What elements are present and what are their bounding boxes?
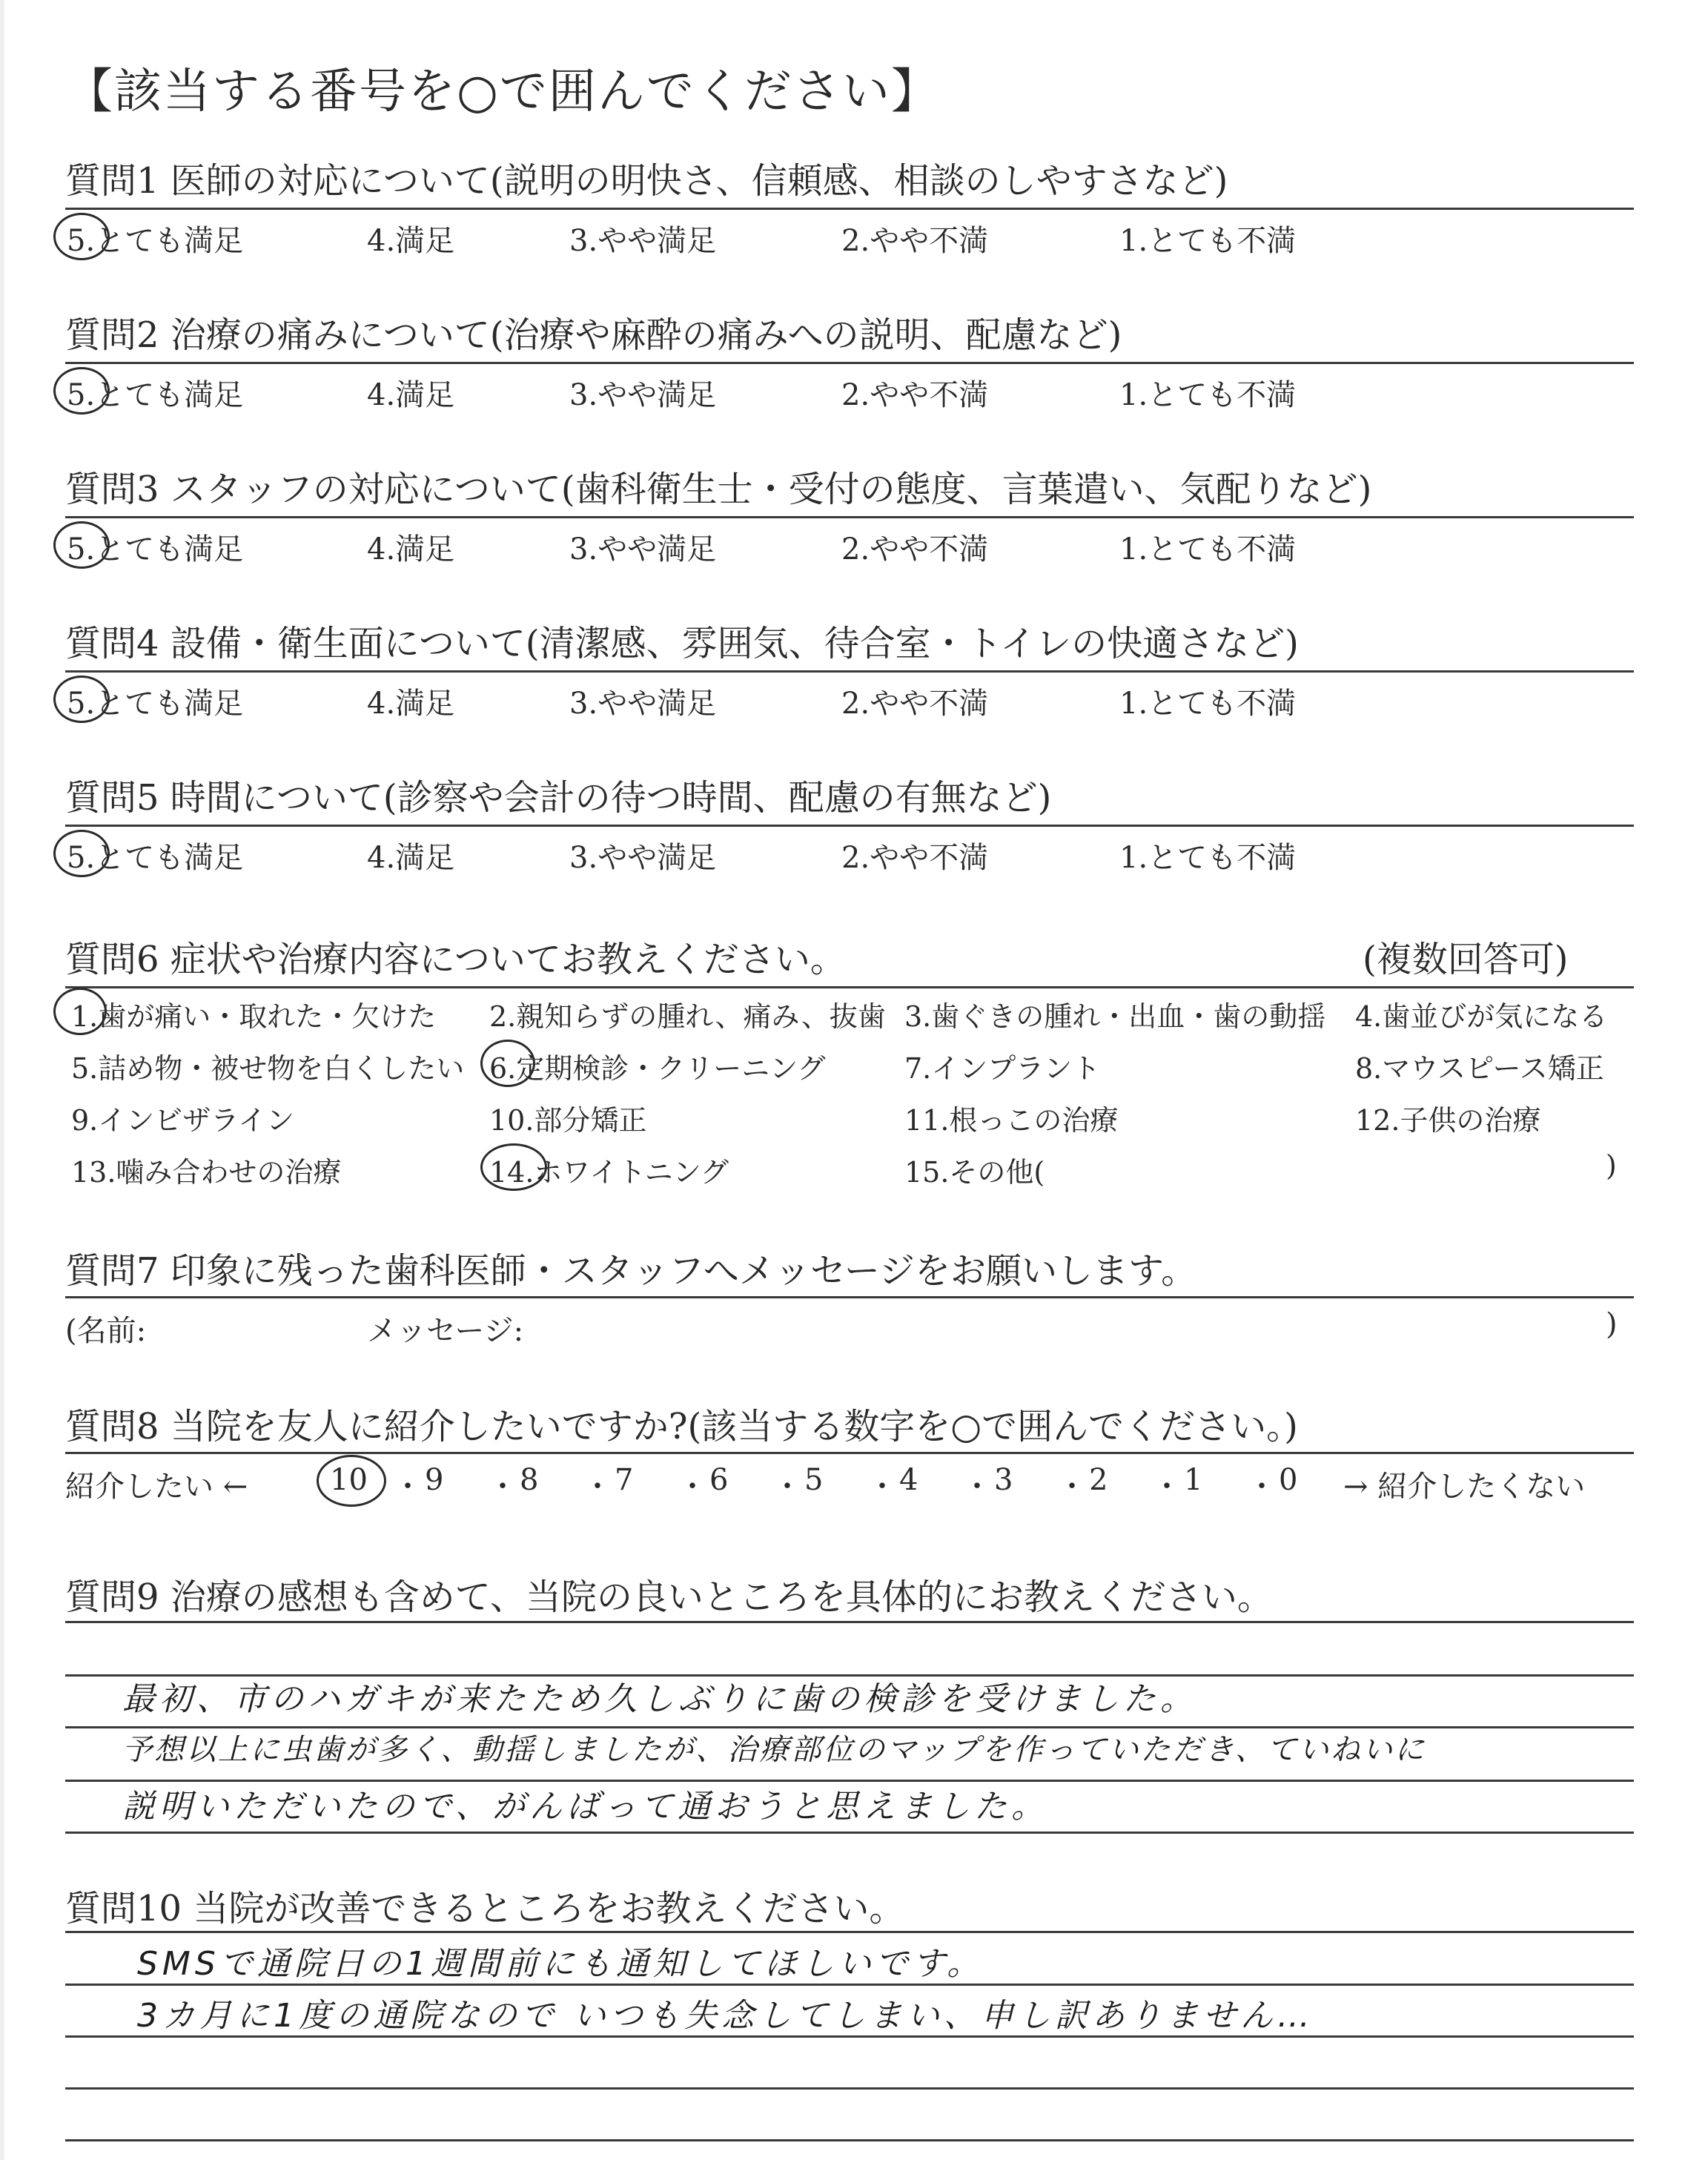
q7-title: 質問7 印象に残った歯科医師・スタッフへメッセージをお願いします。: [65, 1250, 1197, 1292]
q10-answer-line-2: 3カ月に1度の通院なので いつも失念してしまい、申し訳ありません…: [137, 1997, 1314, 2035]
q7-message-label: メッセージ:: [367, 1314, 524, 1348]
q5-title: 質問5 時間について(診察や会計の待つ時間、配慮の有無など): [65, 777, 1052, 819]
q6-option-10[interactable]: 10.部分矯正: [489, 1104, 647, 1137]
q8-scale-separator: ・: [867, 1470, 897, 1504]
q7-name-label: (名前:: [65, 1314, 147, 1348]
q1-option-4[interactable]: 4.満足: [367, 224, 455, 258]
q6-note: (複数回答可): [1363, 939, 1569, 980]
q2-option-5[interactable]: 5.とても満足: [67, 378, 244, 412]
q6-option-14[interactable]: 14.ホワイトニング: [489, 1156, 729, 1189]
q10-title: 質問10 当院が改善できるところをお教えください。: [65, 1888, 905, 1929]
q8-scale-8[interactable]: 8: [520, 1463, 539, 1497]
q5-answer-circle: [53, 830, 110, 877]
q1-title: 質問1 医師の対応について(説明の明快さ、信頼感、相談のしやすさなど): [65, 160, 1228, 202]
q3-title: 質問3 スタッフの対応について(歯科衛生士・受付の態度、言葉遣い、気配りなど): [65, 469, 1372, 510]
q5-option-5[interactable]: 5.とても満足: [67, 841, 244, 875]
q3-option-1[interactable]: 1.とても不満: [1119, 532, 1297, 567]
q2-option-2[interactable]: 2.やや不満: [841, 378, 989, 412]
q2-rule: [65, 362, 1634, 364]
q6-selected-circle-6: [480, 1040, 535, 1087]
q4-rule: [65, 670, 1634, 673]
q8-scale-4[interactable]: 4: [899, 1463, 918, 1497]
q4-option-4[interactable]: 4.満足: [367, 687, 455, 721]
q6-selected-circle-14: [480, 1143, 547, 1191]
q6-title: 質問6 症状や治療内容についてお教えください。: [65, 939, 846, 980]
q6-rule: [65, 986, 1634, 988]
q8-scale-separator: ・: [393, 1470, 423, 1504]
q6-option-8[interactable]: 8.マウスピース矯正: [1355, 1052, 1604, 1085]
q1-answer-circle: [53, 213, 110, 260]
q1-option-2[interactable]: 2.やや不満: [841, 224, 989, 258]
q9-rule-5: [65, 1832, 1634, 1834]
q4-option-3[interactable]: 3.やや満足: [569, 687, 717, 721]
q2-option-4[interactable]: 4.満足: [367, 378, 455, 412]
q5-option-1[interactable]: 1.とても不満: [1119, 841, 1297, 875]
q8-scale-1[interactable]: 1: [1184, 1463, 1203, 1497]
q6-option-15[interactable]: 15.その他(: [904, 1156, 1045, 1189]
q6-option-2[interactable]: 2.親知らずの腫れ、痛み、抜歯: [489, 1000, 886, 1033]
instruction-header: 【該当する番号を○で囲んでください】: [65, 65, 940, 119]
q1-option-3[interactable]: 3.やや満足: [569, 224, 717, 258]
q1-option-1[interactable]: 1.とても不満: [1119, 224, 1297, 258]
q8-scale-separator: ・: [678, 1470, 707, 1504]
q6-option-13[interactable]: 13.噛み合わせの治療: [71, 1156, 342, 1189]
q6-other-close-paren: ): [1606, 1149, 1617, 1182]
q8-scale-separator: ・: [1247, 1470, 1277, 1504]
q8-scale-separator: ・: [772, 1470, 802, 1504]
q3-option-5[interactable]: 5.とても満足: [67, 532, 244, 567]
q2-option-1[interactable]: 1.とても不満: [1119, 378, 1297, 412]
q10-rule-5: [65, 2139, 1634, 2141]
q6-option-6[interactable]: 6.定期検診・クリーニング: [489, 1052, 826, 1085]
q6-option-5[interactable]: 5.詰め物・被せ物を白くしたい: [71, 1052, 465, 1085]
q2-title: 質問2 治療の痛みについて(治療や麻酔の痛みへの説明、配慮など): [65, 314, 1122, 356]
q9-title: 質問9 治療の感想も含めて、当院の良いところを具体的にお教えください。: [65, 1576, 1273, 1618]
q8-scale-7[interactable]: 7: [615, 1463, 634, 1497]
q1-option-5[interactable]: 5.とても満足: [67, 224, 244, 258]
q8-scale-separator: ・: [488, 1470, 517, 1504]
q2-option-3[interactable]: 3.やや満足: [569, 378, 717, 412]
q6-option-12[interactable]: 12.子供の治療: [1355, 1104, 1541, 1137]
q5-option-4[interactable]: 4.満足: [367, 841, 455, 875]
q3-option-3[interactable]: 3.やや満足: [569, 532, 717, 567]
q5-option-3[interactable]: 3.やや満足: [569, 841, 717, 875]
q9-answer-line-2: 予想以上に虫歯が多く、動揺しましたが、治療部位のマップを作っていただき、ていねいに: [122, 1733, 1426, 1767]
q8-scale-separator: ・: [1152, 1470, 1182, 1504]
q6-selected-circle-1: [53, 988, 107, 1035]
q8-scale-separator: ・: [583, 1470, 612, 1504]
q7-rule: [65, 1296, 1634, 1298]
q5-option-2[interactable]: 2.やや不満: [841, 841, 989, 875]
q8-right-label: → 紹介したくない: [1343, 1470, 1586, 1504]
q10-answer-line-1: SMSで通院日の1週間前にも通知してほしいです。: [137, 1945, 984, 1983]
q3-answer-circle: [53, 521, 110, 569]
q6-option-3[interactable]: 3.歯ぐきの腫れ・出血・歯の動揺: [904, 1000, 1326, 1033]
q6-option-9[interactable]: 9.インビザライン: [71, 1104, 295, 1137]
q9-rule-1: [65, 1621, 1634, 1623]
q1-rule: [65, 208, 1634, 210]
q8-scale-separator: ・: [962, 1470, 992, 1504]
q9-answer-line-3: 説明いただいたので、がんばって通おうと思えました。: [122, 1788, 1049, 1826]
q8-scale-separator: ・: [1057, 1470, 1087, 1504]
q3-rule: [65, 516, 1634, 518]
q6-option-4[interactable]: 4.歯並びが気になる: [1355, 1000, 1608, 1033]
q7-close-paren: ): [1606, 1307, 1618, 1341]
q10-rule-4: [65, 2087, 1634, 2090]
q4-option-2[interactable]: 2.やや不満: [841, 687, 989, 721]
q4-option-5[interactable]: 5.とても満足: [67, 687, 244, 721]
q5-rule: [65, 825, 1634, 827]
q8-scale-2[interactable]: 2: [1089, 1463, 1108, 1497]
q8-scale-3[interactable]: 3: [994, 1463, 1013, 1497]
q8-scale-9[interactable]: 9: [425, 1463, 444, 1497]
q9-answer-line-1: 最初、市のハガキが来たため久しぶりに歯の検診を受けました。: [122, 1680, 1197, 1718]
q3-option-2[interactable]: 2.やや不満: [841, 532, 989, 567]
q8-answer-circle: [317, 1455, 386, 1507]
q8-left-label: 紹介したい ←: [65, 1470, 248, 1504]
q4-answer-circle: [53, 676, 110, 723]
q6-option-11[interactable]: 11.根っこの治療: [904, 1104, 1119, 1137]
q3-option-4[interactable]: 4.満足: [367, 532, 455, 567]
q4-title: 質問4 設備・衛生面について(清潔感、雰囲気、待合室・トイレの快適さなど): [65, 623, 1299, 664]
q10-rule-1: [65, 1931, 1634, 1933]
q8-scale-5[interactable]: 5: [804, 1463, 824, 1497]
q6-option-7[interactable]: 7.インプラント: [904, 1052, 1101, 1085]
q2-answer-circle: [53, 367, 110, 415]
q8-scale-10[interactable]: 10: [330, 1463, 368, 1497]
q8-rule: [65, 1452, 1634, 1454]
q4-option-1[interactable]: 1.とても不満: [1119, 687, 1297, 721]
q8-title: 質問8 当院を友人に紹介したいですか?(該当する数字を○で囲んでください。): [65, 1406, 1298, 1447]
scan-edge: [0, 0, 4, 2160]
q8-scale-6[interactable]: 6: [709, 1463, 729, 1497]
q6-option-1[interactable]: 1.歯が痛い・取れた・欠けた: [71, 1000, 437, 1033]
q8-scale-0[interactable]: 0: [1279, 1463, 1298, 1497]
